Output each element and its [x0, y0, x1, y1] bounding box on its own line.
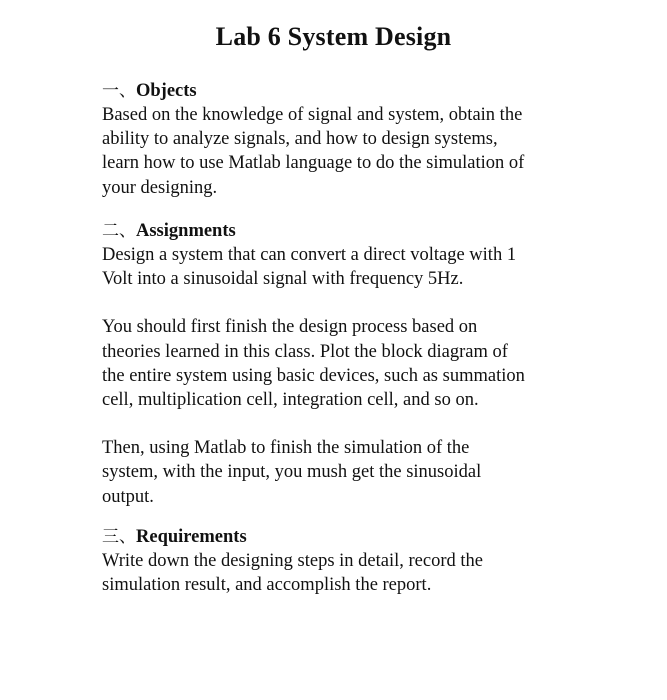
text-line: output.	[102, 486, 154, 507]
text-line: Then, using Matlab to finish the simulation of the	[102, 438, 470, 459]
text-line: learn how to use Matlab language to do the simulation of	[102, 153, 525, 174]
text-line: ability to analyze signals, and how to design systems,	[102, 129, 498, 150]
section-number: 三、	[102, 527, 136, 547]
text-line: system, with the input, you mush get the sinusoidal	[102, 462, 482, 483]
text-line: your designing.	[102, 177, 218, 198]
paragraph-gap	[102, 291, 582, 315]
paragraph	[102, 315, 582, 412]
section-title: Objects	[136, 81, 197, 101]
paragraph	[102, 436, 582, 509]
section-assignments	[102, 219, 582, 509]
text-line: simulation result, and accomplish the report.	[102, 575, 432, 596]
section-requirements	[102, 525, 582, 597]
paragraph	[102, 549, 582, 597]
text-line: theories learned in this class. Plot the block diagram of	[102, 341, 508, 362]
text-line: Volt into a sinusoidal signal with frequency 5Hz.	[102, 269, 464, 290]
text-line: Design a system that can convert a direct voltage with 1	[102, 245, 517, 265]
section-heading	[102, 219, 582, 243]
text-line: cell, multiplication cell, integration cell, and so on.	[102, 390, 479, 411]
page-title: Lab 6 System Design	[215, 22, 452, 51]
section-number: 一、	[102, 81, 136, 101]
text-line: You should first finish the design process based on	[102, 317, 478, 338]
section-title: Requirements	[136, 527, 247, 547]
text-line: the entire system using basic devices, such as summation	[102, 365, 525, 386]
paragraph	[102, 103, 582, 200]
section-number: 二、	[102, 221, 136, 241]
paragraph	[102, 243, 582, 291]
section-objects	[102, 79, 582, 200]
section-title: Assignments	[136, 221, 236, 241]
paragraph-gap	[102, 412, 582, 436]
text-line: Based on the knowledge of signal and system, obtain the	[102, 105, 523, 125]
section-heading	[102, 79, 582, 103]
section-heading	[102, 525, 582, 549]
text-line: Write down the designing steps in detail, record the	[102, 551, 483, 571]
